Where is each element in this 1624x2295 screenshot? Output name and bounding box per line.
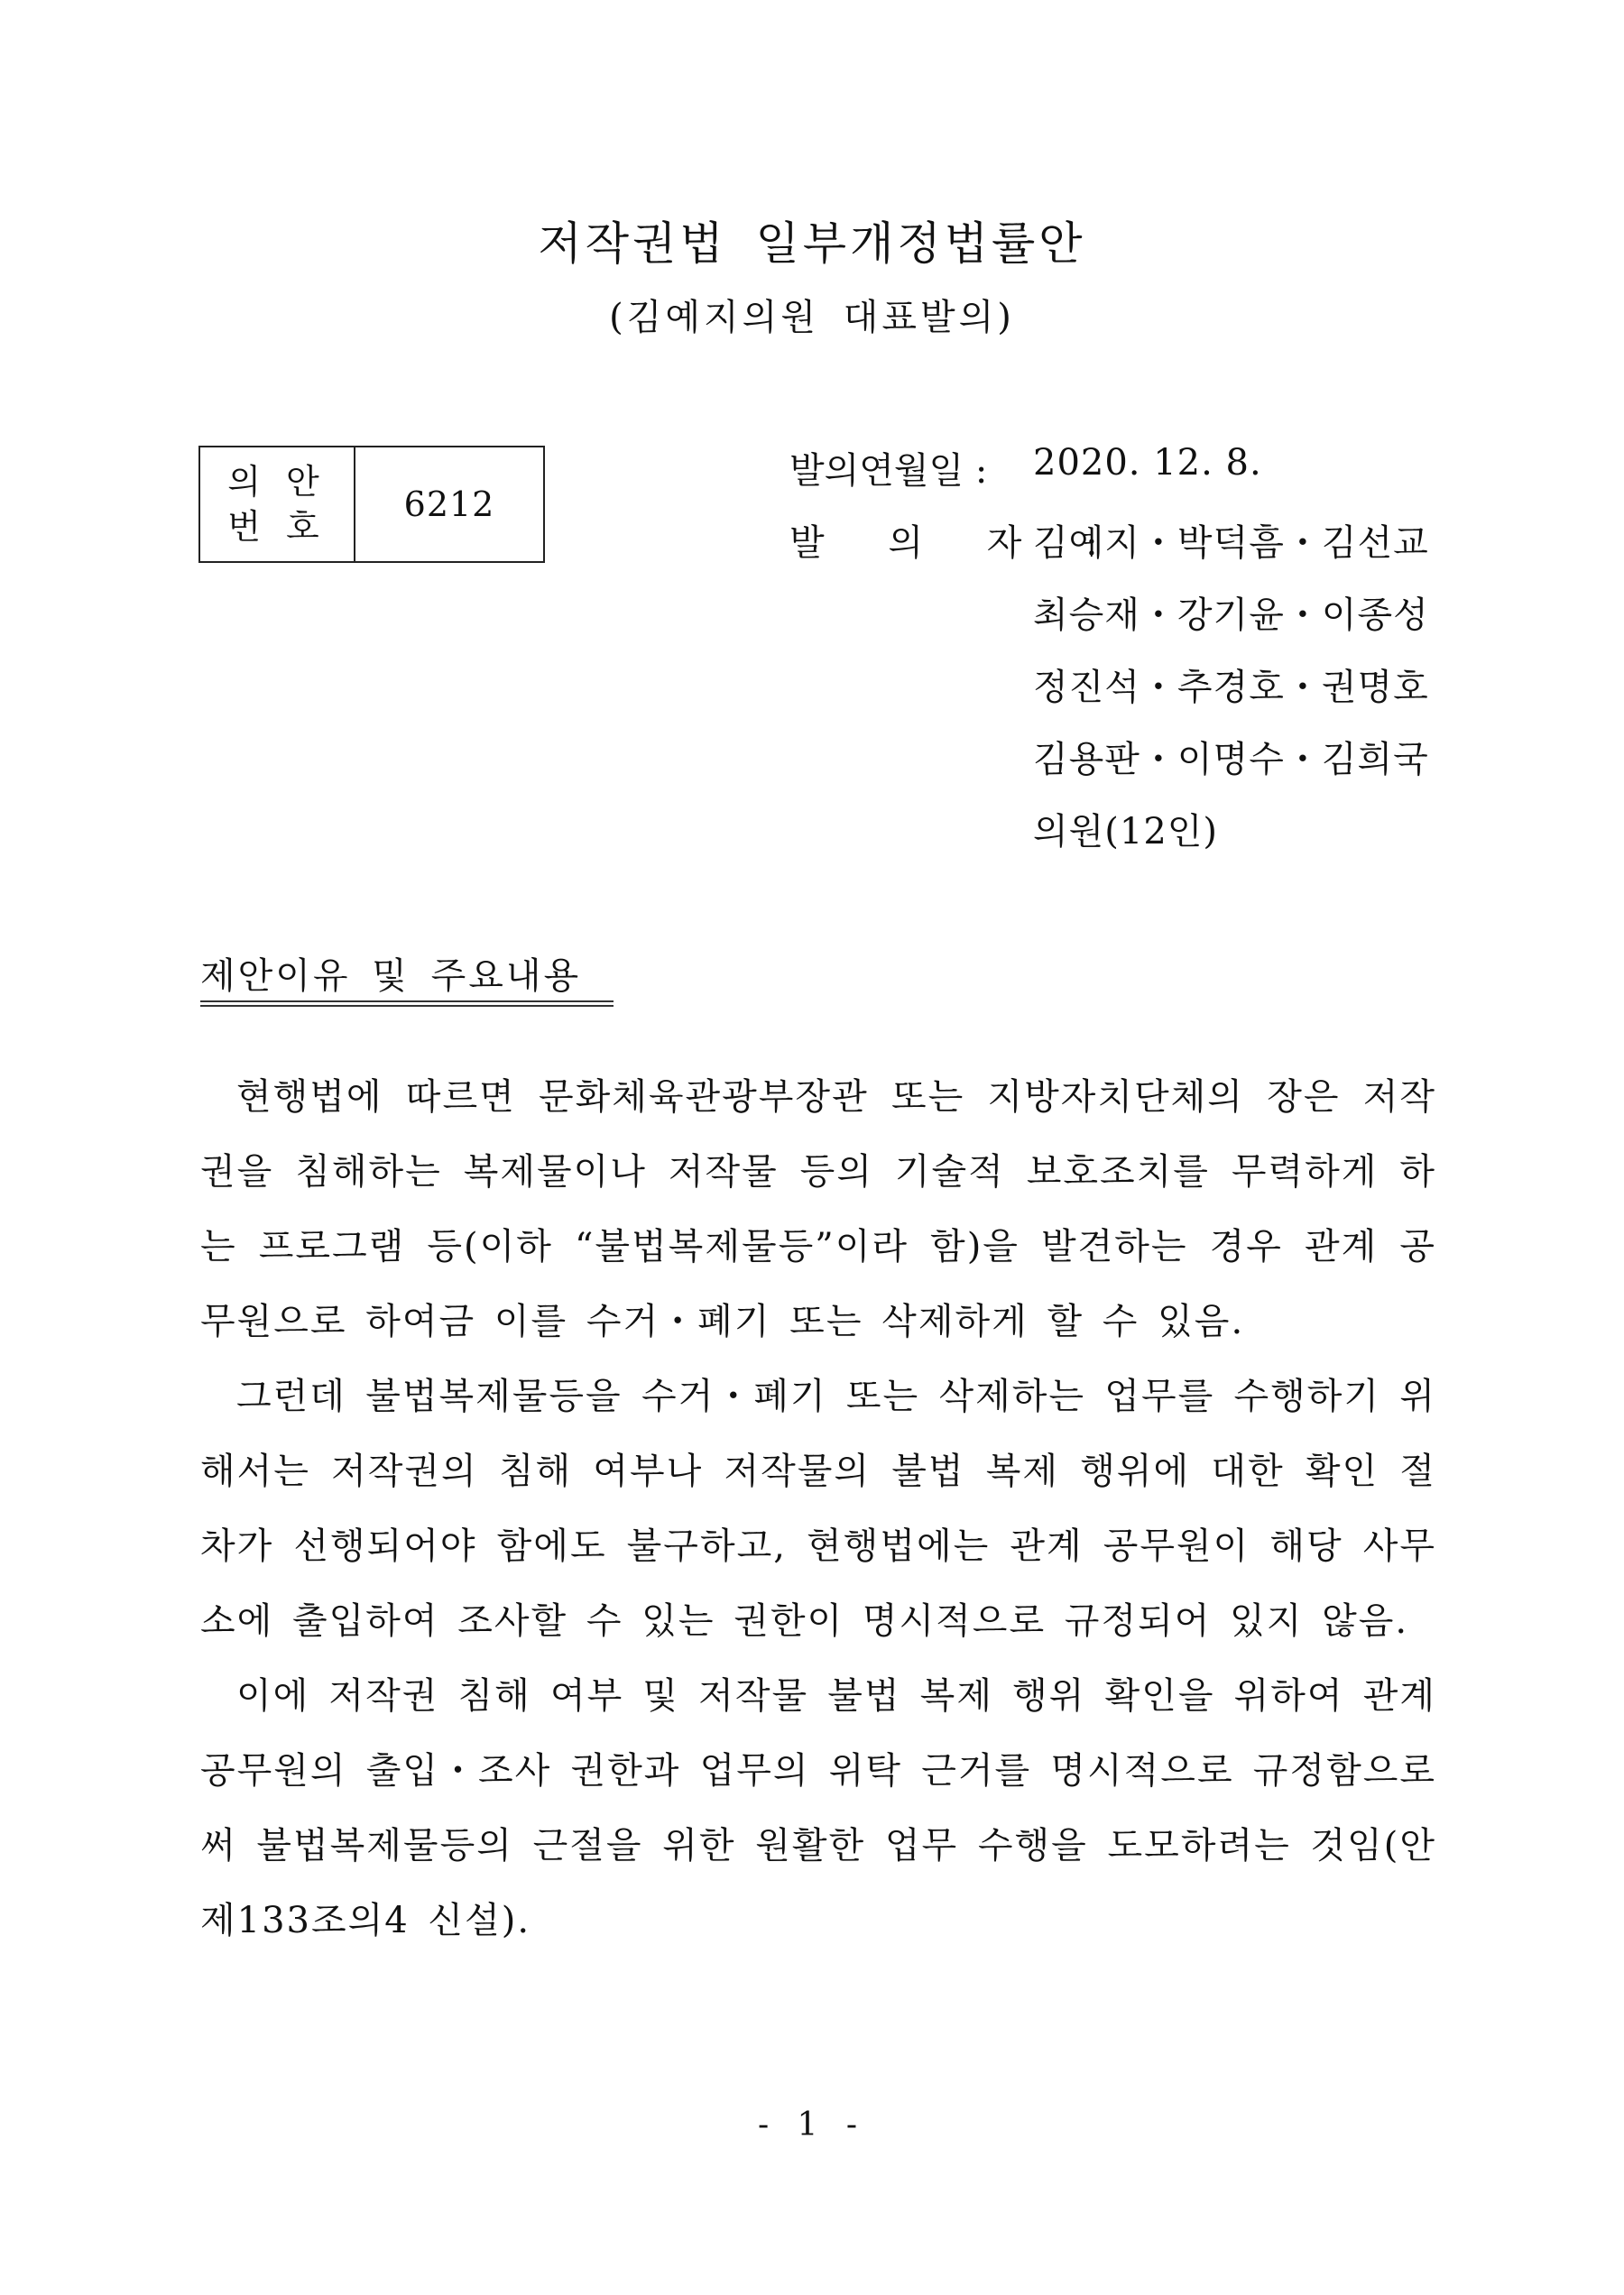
proposer-line: 최승재・강기윤・이종성 — [1033, 594, 1429, 636]
section-heading-underline — [200, 1000, 614, 1007]
proposer-line: 의원(12인) — [1033, 811, 1219, 853]
paragraph: 이에 저작권 침해 여부 및 저작물 불법 복제 행위 확인을 위하여 관계 공무원의 출입・조사 권한과 업무의 위탁 근거를 명시적으로 규정함으로써 불법복제물등의 근절을 위한 원활한 업무 수행을 도모하려는 것임(안 제133조의4 신설). — [200, 1675, 1436, 1941]
bill-number-label-line1: 의 안 — [227, 462, 327, 502]
bill-number-label — [199, 447, 355, 562]
bill-number-value: 6212 — [355, 447, 544, 562]
bill-number-box — [198, 446, 545, 563]
proposer-line: 김예지・박덕흠・김선교 — [1033, 522, 1429, 564]
bill-title: 저작권법 일부개정법률안 — [538, 217, 1086, 270]
proposer-line: 정진석・추경호・권명호 — [1033, 667, 1429, 708]
page-number: - 1 - — [757, 2106, 867, 2143]
bill-subtitle: (김예지의원 대표발의) — [609, 297, 1015, 338]
section-heading: 제안이유 및 주요내용 — [200, 955, 582, 997]
proposer-line: 김용판・이명수・김희국 — [1033, 739, 1429, 780]
body-text — [200, 1060, 1436, 1959]
proposal-date-value: 2020. 12. 8. — [1033, 442, 1262, 484]
paragraph: 그런데 불법복제물등을 수거・폐기 또는 삭제하는 업무를 수행하기 위해서는 저작권의 침해 여부나 저작물의 불법 복제 행위에 대한 확인 절차가 선행되어야 함에도 불구하고, 현행법에는 관계 공무원이 해당 사무소에 출입하여 조사할 수 있는 권한이 명시적으로 규정되어 있지 않음. — [200, 1376, 1436, 1642]
bill-number-label-line2: 번 호 — [227, 507, 327, 547]
proposal-date-label: 발의연월일 : — [789, 450, 988, 492]
proposer-label: 발 의 자 : — [789, 522, 1124, 564]
paragraph: 현행법에 따르면 문화체육관광부장관 또는 지방자치단체의 장은 저작권을 침해하는 복제물이나 저작물 등의 기술적 보호조치를 무력하게 하는 프로그램 등(이하 “불법복제물등”이라 함)을 발견하는 경우 관계 공무원으로 하여금 이를 수거・폐기 또는 삭제하게 할 수 있음. — [200, 1076, 1436, 1342]
